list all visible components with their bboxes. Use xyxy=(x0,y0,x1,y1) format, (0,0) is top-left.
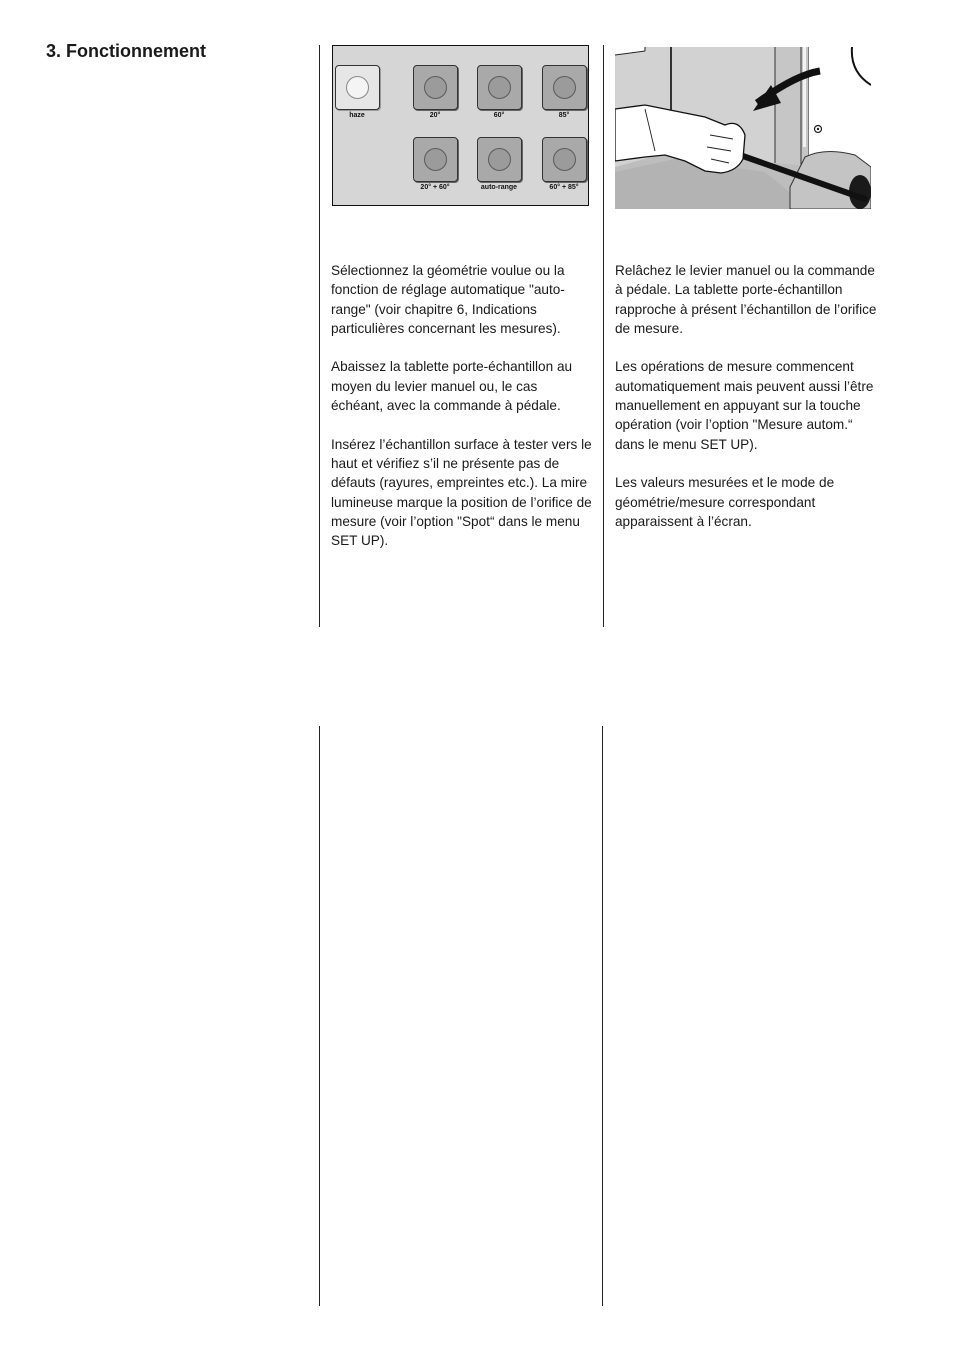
key-label: 85° xyxy=(558,112,570,119)
key-ring-icon xyxy=(553,76,576,99)
section-title: 3. Fonctionnement xyxy=(46,41,207,61)
key-label: 60° xyxy=(493,112,505,119)
column-divider xyxy=(602,726,603,1306)
key-haze[interactable] xyxy=(335,65,380,110)
key-85[interactable] xyxy=(542,65,587,110)
key-60[interactable] xyxy=(477,65,522,110)
key-label: 20° xyxy=(429,112,441,119)
key-auto-range[interactable] xyxy=(477,137,522,182)
key-ring-icon xyxy=(424,148,447,171)
paragraph: Sélectionnez la géométrie voulue ou la fonction de réglage automatique "auto-range" (voir chapitre 6, Indications particulières concernant les mesures). xyxy=(331,263,565,336)
paragraph: Les valeurs mesurées et le mode de géométrie/mesure correspondant apparaissent à l’écran. xyxy=(615,475,835,529)
paragraph: Abaissez la tablette porte-échantillon au moyen du levier manuel ou, le cas échéant, avec la commande à pédale. xyxy=(331,359,573,414)
paragraph: Les opérations de mesure commencent automatiquement mais peuvent aussi l’être manuellement en appuyant sur la touche opération (voir l’option "Mesure autom.“ dans le menu SET UP). xyxy=(615,359,874,452)
key-ring-icon xyxy=(488,148,511,171)
key-20[interactable] xyxy=(413,65,458,110)
paragraph: Insérez l’échantillon surface à tester vers le haut et vérifiez s’il ne présente pas de défauts (rayures, empreintes etc.). La mire lumineuse marque la position de l’orifice de mesure (voir l’option "Spot“ dans le menu SET UP). xyxy=(331,436,592,549)
key-20-plus-60[interactable] xyxy=(413,137,458,182)
column-divider xyxy=(603,45,604,627)
geometry-key-panel xyxy=(332,45,589,206)
column-divider xyxy=(319,726,320,1306)
key-label: haze xyxy=(349,112,365,119)
column-divider xyxy=(319,45,320,627)
key-ring-icon xyxy=(553,148,576,171)
key-label: 20° + 60° xyxy=(420,184,450,191)
key-ring-icon xyxy=(346,76,369,99)
key-label: auto-range xyxy=(480,184,518,191)
right-text-column xyxy=(615,261,877,550)
key-ring-icon xyxy=(488,76,511,99)
paragraph: Relâchez le levier manuel ou la commande à pédale. La tablette porte-échantillon rapproche à présent l’échantillon de l’orifice de mesure. xyxy=(615,263,877,336)
key-ring-icon xyxy=(424,76,447,99)
lever-hand-illustration xyxy=(615,47,871,209)
left-text-column xyxy=(331,261,593,570)
key-label: 60° + 85° xyxy=(549,184,579,191)
key-60-plus-85[interactable] xyxy=(542,137,587,182)
